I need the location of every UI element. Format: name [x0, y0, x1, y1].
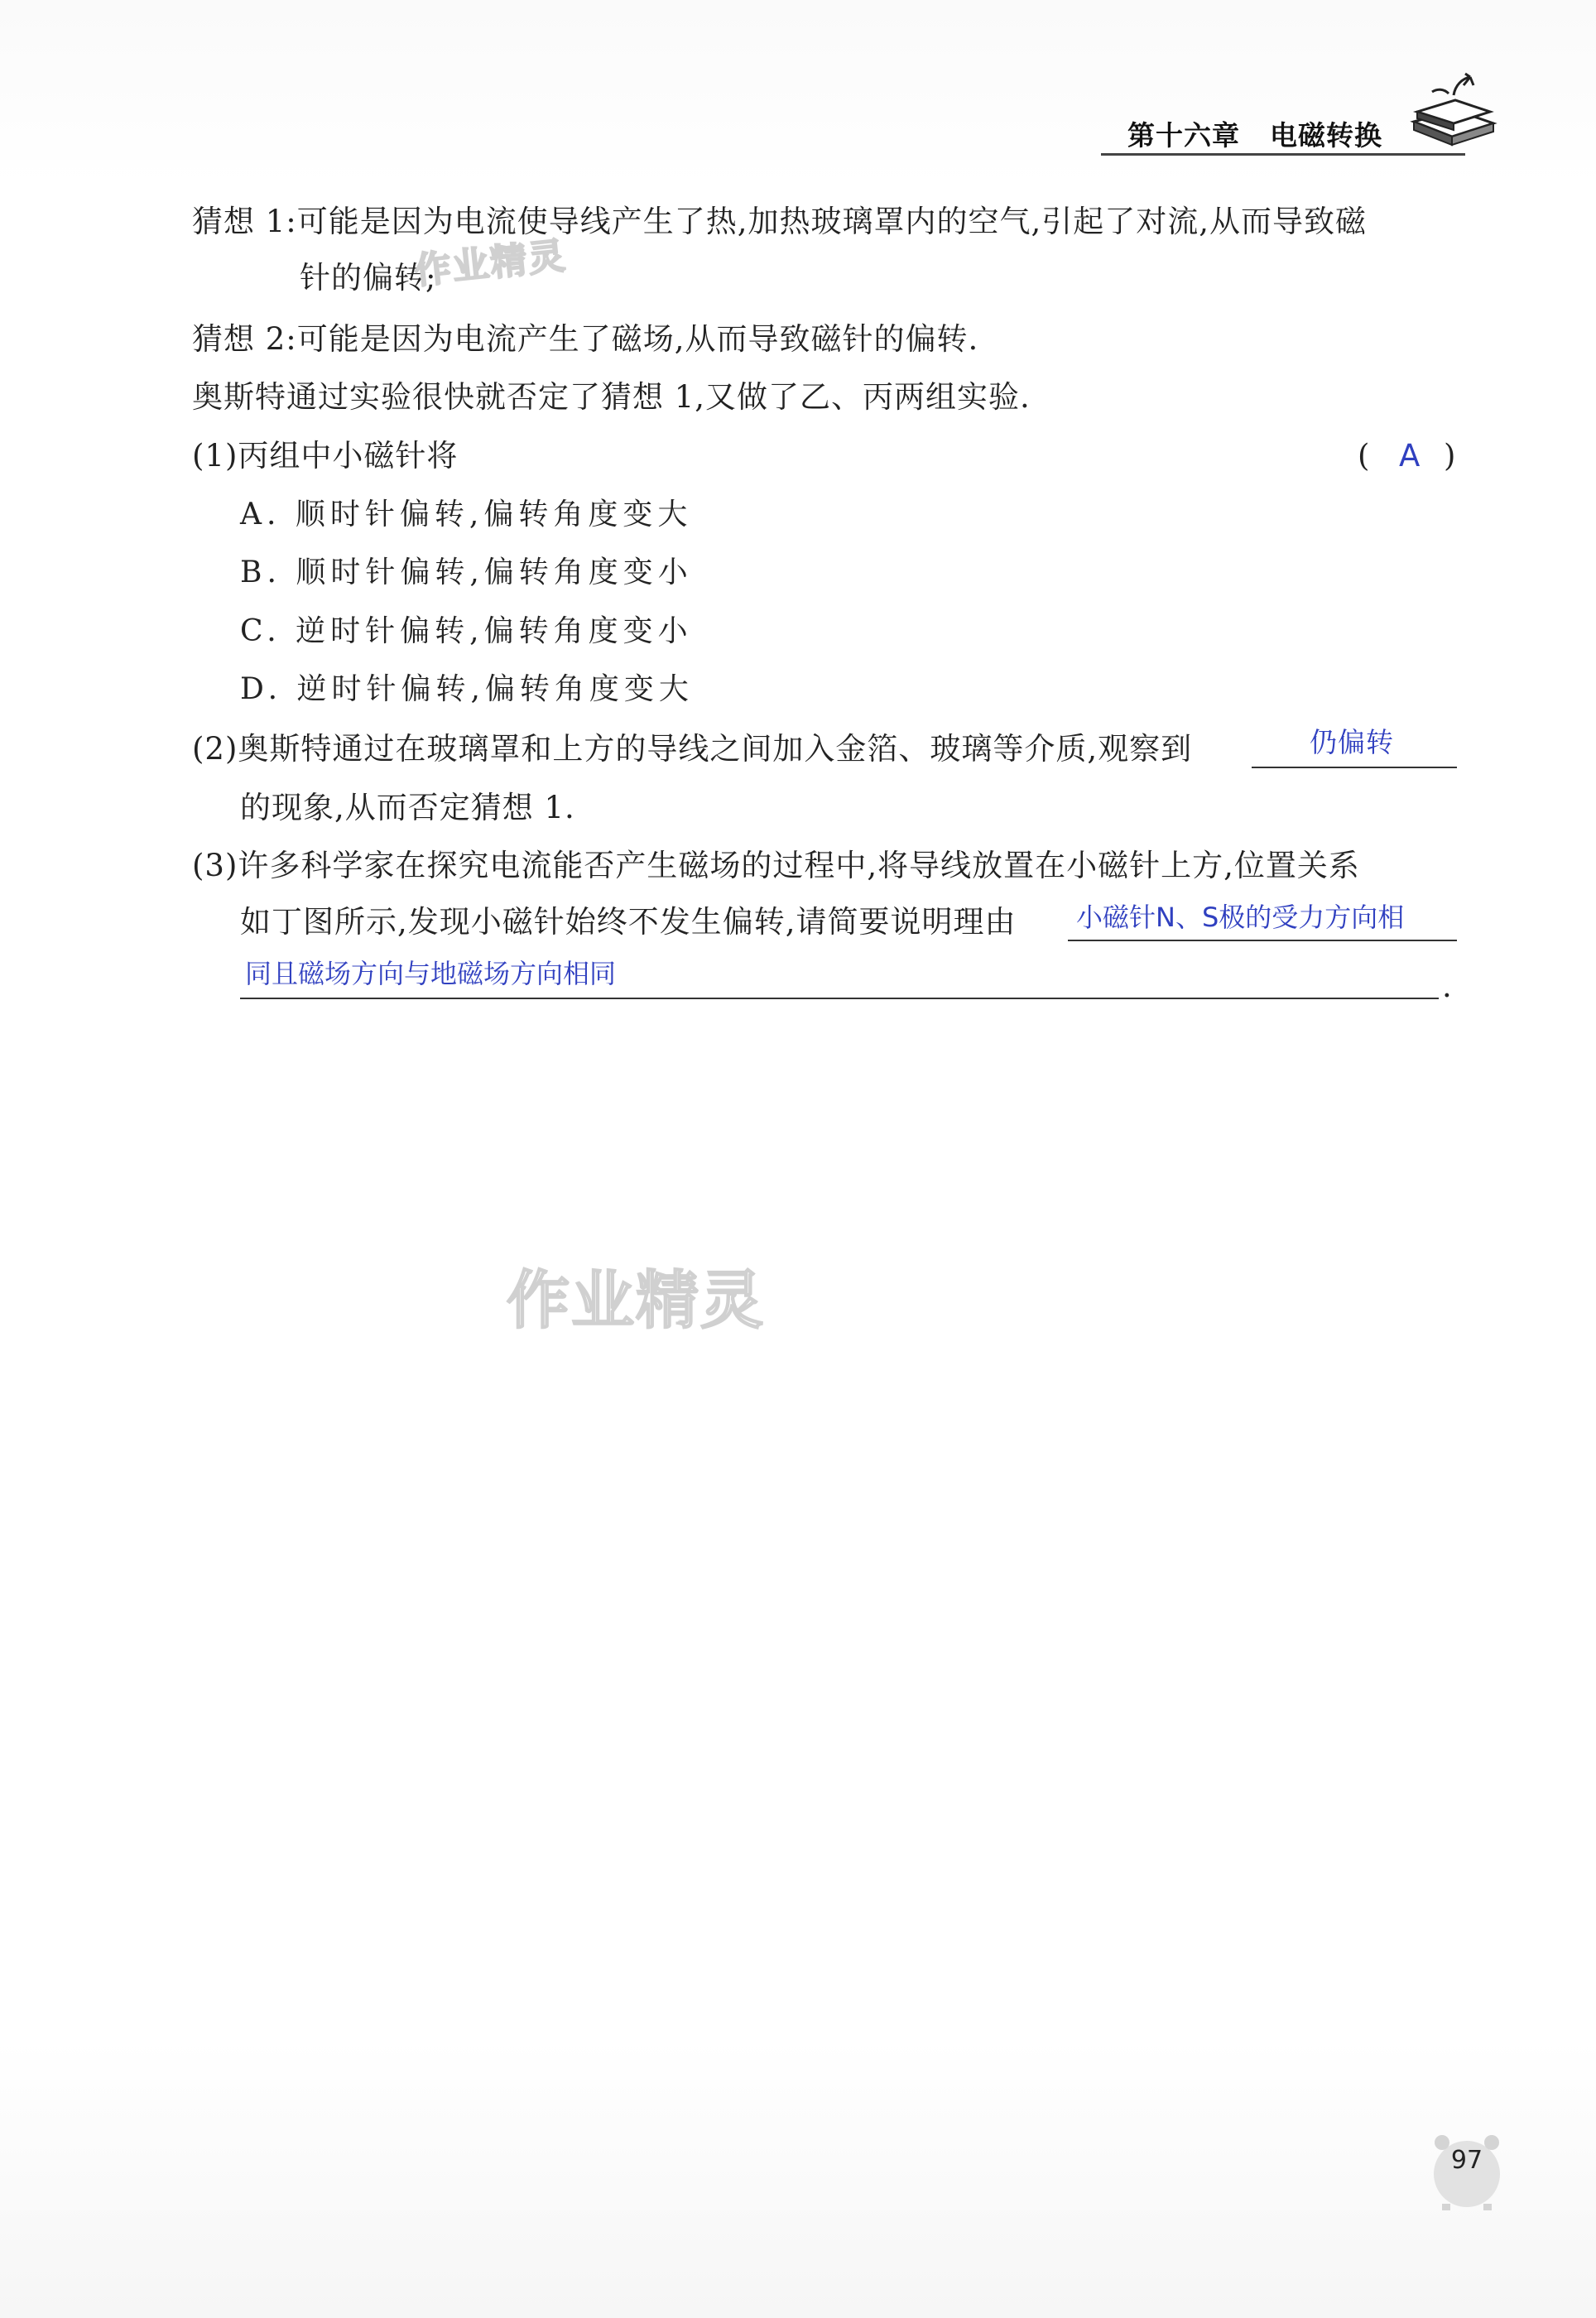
question-3-line-2: 如丁图所示,发现小磁针始终不发生偏转,请简要说明理由	[240, 904, 1017, 940]
answer-paren-open: (	[1358, 438, 1370, 474]
experiment-intro: 奥斯特通过实验很快就否定了猜想 1,又做了乙、丙两组实验.	[192, 379, 1031, 415]
question-3-blank-1	[1068, 940, 1457, 941]
question-3-answer-part-1: 小磁针N、S极的受力方向相	[1076, 902, 1405, 933]
book-stack-icon	[1407, 70, 1498, 161]
question-3-period: .	[1442, 969, 1453, 1004]
hypothesis-2: 猜想 2:可能是因为电流产生了磁场,从而导致磁针的偏转.	[192, 321, 979, 357]
option-d: D. 逆时针偏转,偏转角度变大	[240, 672, 694, 706]
watermark-top: 作业精灵	[412, 234, 569, 293]
watermark-center: 作业精灵	[507, 1263, 765, 1337]
question-2-line-2: 的现象,从而否定猜想 1.	[240, 790, 575, 825]
option-c: C. 逆时针偏转,偏转角度变小	[240, 614, 693, 648]
option-a: A. 顺时针偏转,偏转角度变大	[240, 498, 693, 531]
question-2-answer: 仍偏转	[1310, 726, 1394, 758]
question-3-line-1: (3)许多科学家在探究电流能否产生磁场的过程中,将导线放置在小磁针上方,位置关系	[192, 848, 1360, 883]
question-2-blank	[1252, 767, 1457, 768]
question-3-answer-part-2: 同且磁场方向与地磁场方向相同	[245, 958, 617, 989]
question-3-blank-2	[240, 998, 1439, 999]
chapter-header	[1127, 114, 1382, 153]
hypothesis-1-line-2: 针的偏转;	[300, 260, 437, 296]
page-number: 97	[1450, 2146, 1483, 2175]
chapter-number: 第十六章	[1127, 119, 1240, 151]
question-1-answer: A	[1399, 438, 1421, 474]
answer-paren-close: )	[1444, 438, 1456, 474]
question-2-line-1: (2)奥斯特通过在玻璃罩和上方的导线之间加入金箔、玻璃等介质,观察到	[192, 731, 1193, 767]
question-1: (1)丙组中小磁针将	[192, 438, 459, 474]
chapter-title: 电磁转换	[1270, 119, 1382, 151]
option-b: B. 顺时针偏转,偏转角度变小	[240, 555, 693, 589]
hypothesis-1-line-1: 猜想 1:可能是因为电流使导线产生了热,加热玻璃罩内的空气,引起了对流,从而导致磁	[192, 204, 1368, 239]
